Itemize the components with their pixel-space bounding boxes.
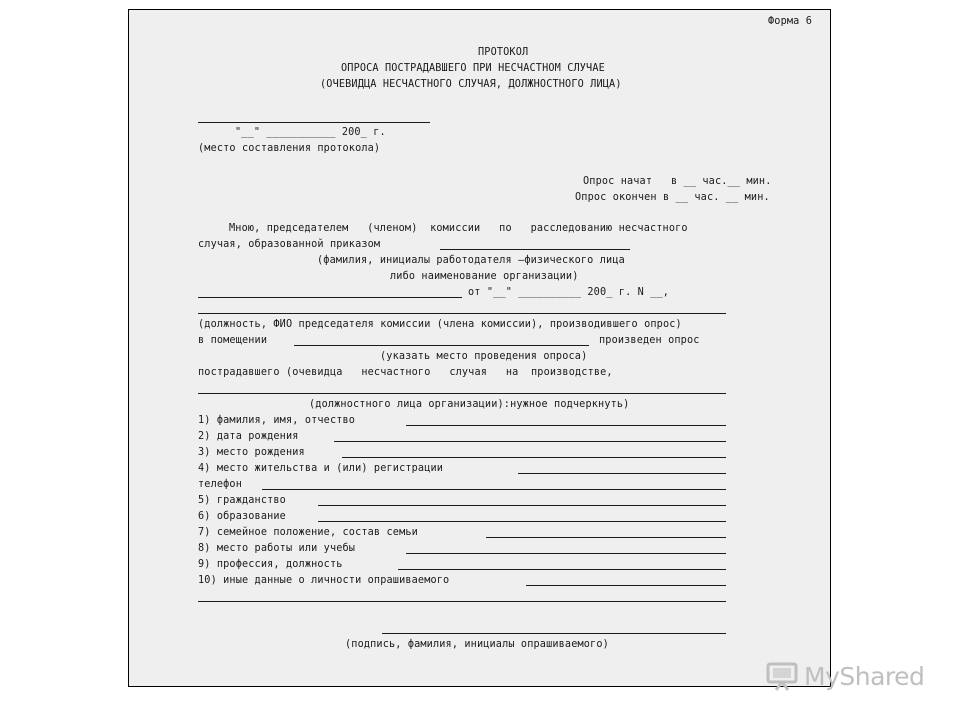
education-blank-line [318,521,726,522]
watermark-text: MyShared [804,661,925,691]
interview-start: Опрос начат в __ час.__ мин. [583,176,772,187]
conducted-label: произведен опрос [599,335,700,346]
interview-end: Опрос окончен в __ час. __ мин. [575,192,770,203]
location-caption: (указать место проведения опроса) [380,351,588,362]
order-number-blank-line [198,297,462,298]
item-full-name: 1) фамилия, имя, отчество [198,415,356,426]
citizenship-blank-line [318,505,726,506]
item-phone: телефон [198,479,242,490]
document-subtitle-2: (ОЧЕВИДЦА НЕСЧАСТНОГО СЛУЧАЯ, ДОЛЖНОСТНОГО ЛИЦА) [320,79,622,90]
workplace-blank-line [406,553,726,554]
document-title: ПРОТОКОЛ [478,47,529,58]
item-profession: 9) профессия, должность [198,559,343,570]
body-line-2: случая, образованной приказом [198,239,381,250]
victim-line: пострадавшего (очевидца несчастного случая на производстве, [198,367,613,378]
blank-line [198,393,726,394]
item-family: 7) семейное положение, состав семьи [198,527,418,538]
projector-icon [766,661,800,691]
item-workplace: 8) место работы или учебы [198,543,356,554]
place-blank-line [198,122,430,123]
phone-blank-line [262,489,726,490]
full-name-blank-line [406,425,726,426]
document-subtitle: ОПРОСА ПОСТРАДАВШЕГО ПРИ НЕСЧАСТНОМ СЛУЧАЕ [341,63,605,74]
item-other-data: 10) иные данные о личности опрашиваемого [198,575,450,586]
from-date-line: от "__" __________ 200_ г. N __, [468,287,670,298]
item-residence: 4) место жительства и (или) регистрации [198,463,444,474]
date-line: "__" ___________ 200_ г. [235,127,386,138]
residence-blank-line [518,473,726,474]
blank-line [198,601,726,602]
chair-caption: (должность, ФИО председателя комиссии (члена комиссии), производившего опрос) [198,319,682,330]
signature-line [382,633,726,634]
item-birth-date: 2) дата рождения [198,431,299,442]
organization-caption: либо наименование организации) [390,271,579,282]
blank-line [198,313,726,314]
body-line-1: Мною, председателем (членом) комиссии по расследованию несчастного [229,223,688,234]
form-number: Форма 6 [768,16,812,27]
birth-place-blank-line [342,457,726,458]
other-data-blank-line [526,585,726,586]
item-birth-place: 3) место рождения [198,447,305,458]
profession-blank-line [398,569,726,570]
item-citizenship: 5) гражданство [198,495,286,506]
order-blank-line [440,249,630,250]
signature-caption: (подпись, фамилия, инициалы опрашиваемого) [345,639,609,650]
family-blank-line [486,537,726,538]
birth-date-blank-line [334,441,726,442]
watermark-logo [766,656,936,696]
premises-label: в помещении [198,335,268,346]
employer-caption: (фамилия, инициалы работодателя –физического лица [317,255,625,266]
item-education: 6) образование [198,511,286,522]
premises-blank-line [294,345,589,346]
official-caption: (должностного лица организации):нужное подчеркнуть) [309,399,630,410]
place-caption: (место составления протокола) [198,143,381,154]
